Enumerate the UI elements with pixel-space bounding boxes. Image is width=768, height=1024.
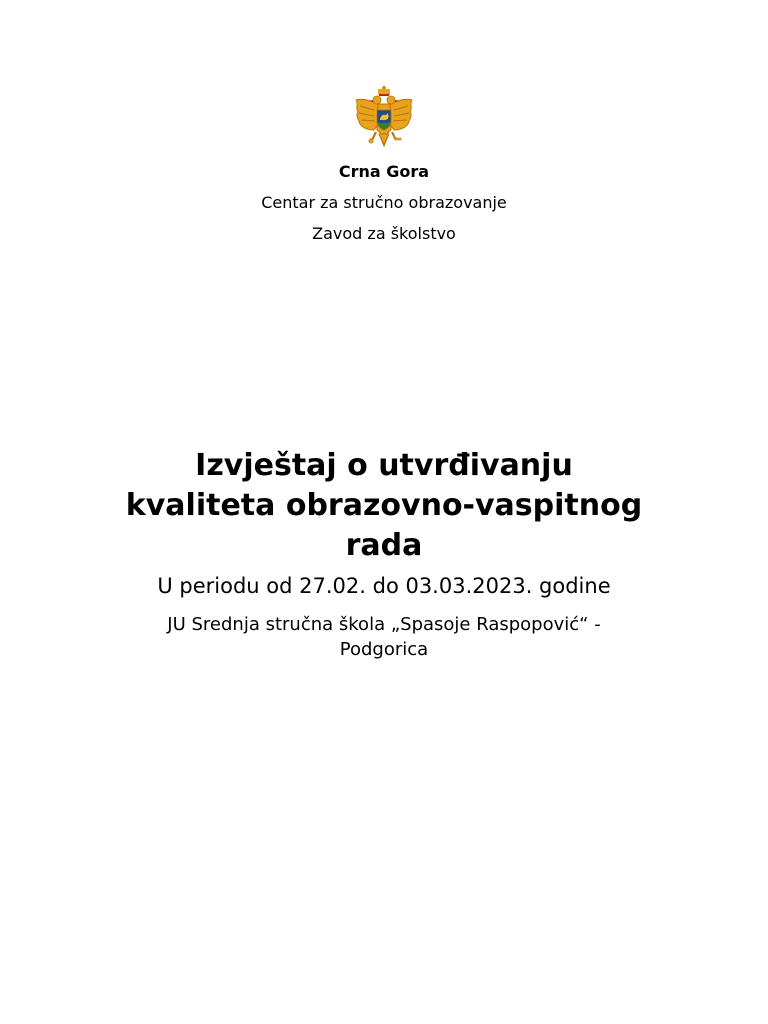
montenegro-coat-of-arms-icon <box>350 86 418 152</box>
report-title <box>60 446 708 566</box>
organization-name-2: Zavod za školstvo <box>312 224 456 243</box>
crown-icon <box>378 86 390 96</box>
school-name-line: JU Srednja stručna škola „Spasoje Raspopović“ - <box>167 614 601 635</box>
report-title-line: rada <box>345 528 423 563</box>
report-title-line: kvaliteta obrazovno-vaspitnog <box>125 488 643 523</box>
school-name-line: Podgorica <box>339 639 429 660</box>
country-name: Crna Gora <box>338 162 430 181</box>
report-period: U periodu od 27.02. do 03.03.2023. godine <box>157 574 611 598</box>
school-name <box>100 612 668 662</box>
report-title-line: Izvještaj o utvrđivanju <box>195 448 573 483</box>
organization-name-1: Centar za stručno obrazovanje <box>261 193 507 212</box>
shield-icon <box>377 110 391 130</box>
